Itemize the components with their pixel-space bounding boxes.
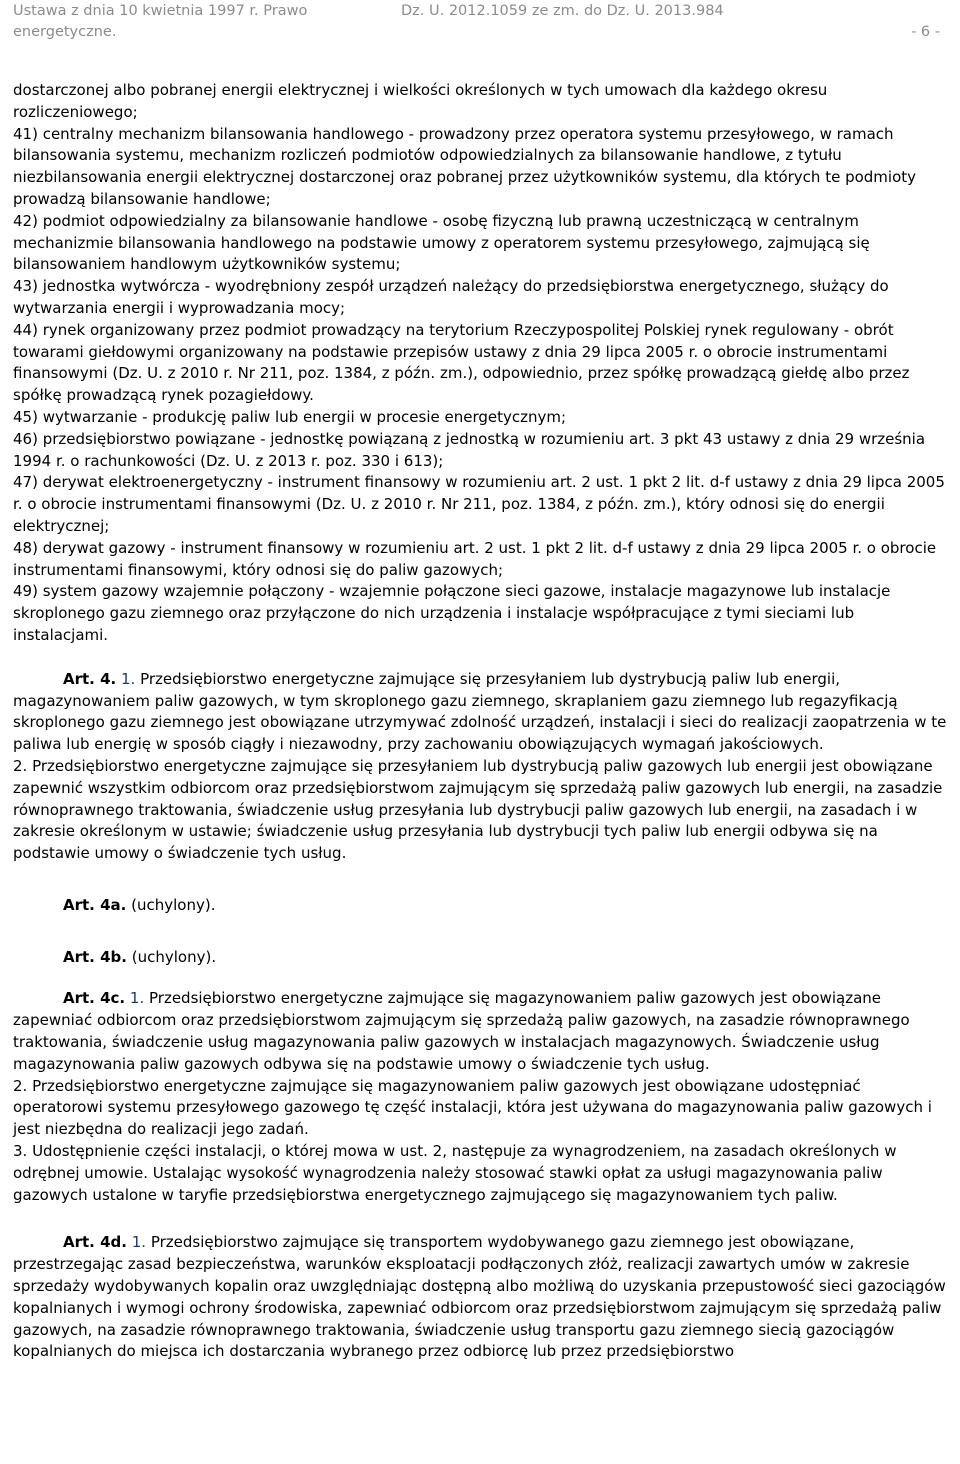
article-4 bbox=[13, 669, 949, 865]
article-4a-text: (uchylony). bbox=[126, 895, 216, 914]
header-act-title: Ustawa z dnia 10 kwietnia 1997 r. Prawo bbox=[13, 3, 308, 19]
article-4c-paragraph-1-number: 1. bbox=[129, 989, 145, 1008]
article-4b bbox=[13, 947, 949, 969]
definition-42: 42) podmiot odpowiedzialny za bilansowanie handlowe - osobę fizyczną lub prawną uczestniczącą w centralnym mechanizmie bilansowania handlowego na podstawie umowy z operatorem systemu przesyłowego, zajmującą się bilansowaniem handlowym użytkowników systemu; bbox=[13, 211, 870, 274]
definition-48: 48) derywat gazowy - instrument finansowy w rozumieniu art. 2 ust. 1 pkt 2 lit. d-f ustawy z dnia 29 lipca 2005 r. o obrocie instrumentami finansowymi, który odnosi się do paliw gazowych; bbox=[13, 538, 937, 579]
article-4-paragraph-1-text: Przedsiębiorstwo energetyczne zajmujące się przesyłaniem lub dystrybucją paliw lub energii, magazynowaniem paliw gazowych, w tym skroplonego gazu ziemnego, skraplaniem gazu ziemnego lub regazyfikacją skroplonego gazu ziemnego jest obowiązane utrzymywać zdolność urządzeń, instalacji i sieci do realizacji zaopatrzenia w te paliwa lub energię w sposób ciągły i niezawodny, przy zachowaniu obowiązujących wymagań jakościowych. bbox=[13, 669, 947, 754]
article-4d-paragraph-1 bbox=[13, 1232, 949, 1363]
article-4c bbox=[13, 988, 949, 1206]
definition-46: 46) przedsiębiorstwo powiązane - jednostkę powiązaną z jednostką w rozumieniu art. 3 pkt 43 ustawy z dnia 29 września 1994 r. o rachunkowości (Dz. U. z 2013 r. poz. 330 i 613); bbox=[13, 429, 926, 470]
page-number: - 6 - bbox=[911, 24, 940, 40]
page-header bbox=[0, 0, 960, 44]
article-4c-paragraph-2: 2. Przedsiębiorstwo energetyczne zajmujące się magazynowaniem paliw gazowych jest obowiązane udostępniać operatorowi systemu przesyłowego gazowego tę część instalacji, która jest używana do magazynowania paliw gazowych i jest niezbędna do realizacji jego zadań. bbox=[13, 1076, 932, 1139]
header-journal-reference: Dz. U. 2012.1059 ze zm. do Dz. U. 2013.984 bbox=[401, 3, 724, 19]
article-4b-text: (uchylony). bbox=[126, 947, 217, 966]
article-4b-label: Art. 4b. bbox=[63, 947, 127, 966]
article-4d bbox=[13, 1232, 949, 1363]
document-body bbox=[13, 80, 949, 1363]
article-4c-paragraph-1 bbox=[13, 988, 949, 1075]
article-4d-paragraph-1-number: 1. bbox=[131, 1233, 147, 1252]
article-4c-label: Art. 4c. bbox=[63, 989, 126, 1008]
definition-45: 45) wytwarzanie - produkcję paliw lub energii w procesie energetycznym; bbox=[13, 407, 567, 426]
article-4-paragraph-1 bbox=[13, 669, 949, 756]
article-4-label: Art. 4. bbox=[63, 669, 117, 688]
article-4a-label: Art. 4a. bbox=[63, 895, 127, 914]
article-4-paragraph-2: 2. Przedsiębiorstwo energetyczne zajmujące się przesyłaniem lub dystrybucją paliw gazowych lub energii jest obowiązane zapewnić wszystkim odbiorcom oraz przedsiębiorstwom zajmującym się sprzedażą paliw gazowych lub energii, na zasadzie równoprawnego traktowania, świadczenie usług przesyłania lub dystrybucji paliw gazowych lub energii, na zasadach i w zakresie określonym w ustawie; świadczenie usług przesyłania lub dystrybucji tych paliw lub energii odbywa się na podstawie umowy o świadczenie tych usług. bbox=[13, 756, 943, 863]
article-4c-paragraph-3: 3. Udostępnienie części instalacji, o której mowa w ust. 2, następuje za wynagrodzeniem, na zasadach określonych w odrębnej umowie. Ustalając wysokość wynagrodzenia należy stosować stawki opłat za usługi magazynowania paliw gazowych ustalone w taryfie przedsiębiorstwa energetycznego zajmującego się magazynowaniem tych paliw. bbox=[13, 1142, 897, 1204]
article-4a bbox=[13, 895, 949, 917]
definition-49: 49) system gazowy wzajemnie połączony - wzajemnie połączone sieci gazowe, instalacje magazynowe lub instalacje skroplonego gazu ziemnego oraz przyłączone do nich urządzenia i instalacje współpracujące z tymi sieciami lub instalacjami. bbox=[13, 582, 891, 644]
definition-41: 41) centralny mechanizm bilansowania handlowego - prowadzony przez operatora systemu przesyłowego, w ramach bilansowania systemu, mechanizm rozliczeń podmiotów odpowiedzialnych za bilansowanie handlowe, z tytułu niezbilansowania energii elektrycznej dostarczonej oraz pobranej przez użytkowników systemu, dla których te podmioty prowadzą bilansowanie handlowe; bbox=[13, 124, 917, 208]
article-4d-label: Art. 4d. bbox=[63, 1233, 127, 1252]
header-act-title-continued: energetyczne. bbox=[13, 24, 117, 40]
definition-43: 43) jednostka wytwórcza - wyodrębniony zespół urządzeń należący do przedsiębiorstwa energetycznego, służący do wytwarzania energii i wyprowadzania mocy; bbox=[13, 277, 889, 317]
definitions-list bbox=[13, 80, 949, 647]
definition-continuation: dostarczonej albo pobranej energii elektrycznej i wielkości określonych w tych umowach dla każdego okresu rozliczeniowego; bbox=[13, 81, 828, 121]
article-4c-paragraph-1-text: Przedsiębiorstwo energetyczne zajmujące się magazynowaniem paliw gazowych jest obowiązane zapewniać odbiorcom oraz przedsiębiorstwom zajmującym się sprzedażą paliw gazowych, na zasadzie równoprawnego traktowania, świadczenie usług magazynowania paliw gazowych w instalacjach magazynowych. Świadczenie usług magazynowania paliw gazowych odbywa się na podstawie umowy o świadczenie tych usług. bbox=[13, 989, 910, 1073]
definition-47: 47) derywat elektroenergetyczny - instrument finansowy w rozumieniu art. 2 ust. 1 pkt 2 lit. d-f ustawy z dnia 29 lipca 2005 r. o obrocie instrumentami finansowymi (Dz. U. z 2010 r. Nr 211, poz. 1384, z późn. zm.), który odnosi się do energii elektrycznej; bbox=[13, 473, 945, 535]
definition-44: 44) rynek organizowany przez podmiot prowadzący na terytorium Rzeczypospolitej Polskiej rynek regulowany - obrót towarami giełdowymi organizowany na podstawie przepisów ustawy z dnia 29 lipca 2005 r. o obrocie instrumentami finansowymi (Dz. U. z 2010 r. Nr 211, poz. 1384, z późn. zm.), odpowiednio, przez spółkę prowadzącą giełdę albo przez spółkę prowadzącą rynek pozagiełdowy. bbox=[13, 320, 910, 405]
article-4-paragraph-1-number: 1. bbox=[121, 669, 136, 688]
article-4d-paragraph-1-text: Przedsiębiorstwo zajmujące się transportem wydobywanego gazu ziemnego jest obowiązane, przestrzegając zasad bezpieczeństwa, warunków eksploatacji podłączonych złóż, realizacji zawartych umów w zakresie sprzedaży wydobywanych kopalin oraz uwzględniając dostępną albo możliwą do uzyskania przepustowość sieci gazociągów kopalnianych i wymogi ochrony środowiska, zapewniać odbiorcom oraz przedsiębiorstwom zajmującym się sprzedażą paliw gazowych, na zasadzie równoprawnego traktowania, świadczenie usług transportu gazu ziemnego siecią gazociągów kopalnianych do miejsca ich dostarczania wybranego przez odbiorcę lub przez przedsiębiorstwo bbox=[13, 1233, 946, 1361]
